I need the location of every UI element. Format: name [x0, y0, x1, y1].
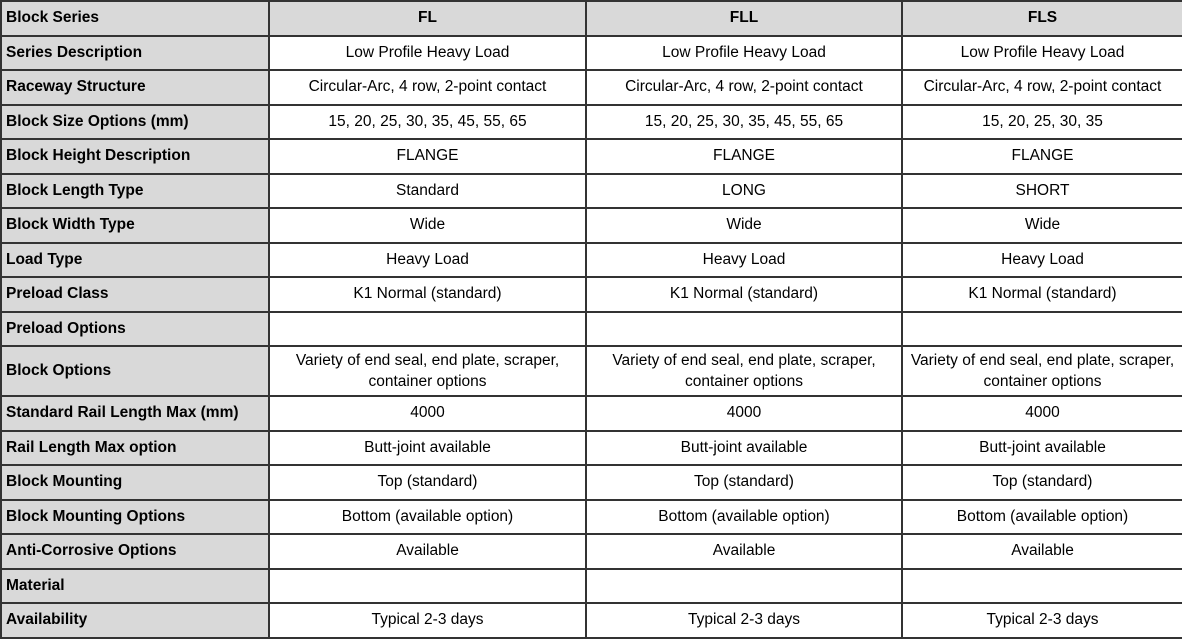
table-cell: FLANGE	[269, 139, 586, 174]
table-row	[1, 603, 1182, 638]
table-row	[1, 396, 1182, 431]
table-cell: Wide	[586, 208, 902, 243]
table-cell: Circular-Arc, 4 row, 2-point contact	[269, 70, 586, 105]
table-cell: Bottom (available option)	[269, 500, 586, 535]
table-row	[1, 431, 1182, 466]
table-body	[1, 36, 1182, 638]
table-cell: FLANGE	[586, 139, 902, 174]
table-cell: Low Profile Heavy Load	[269, 36, 586, 71]
table-cell: Variety of end seal, end plate, scraper, container options	[902, 346, 1182, 396]
row-label: Rail Length Max option	[1, 431, 269, 466]
row-label: Block Height Description	[1, 139, 269, 174]
row-label: Block Length Type	[1, 174, 269, 209]
row-label: Preload Class	[1, 277, 269, 312]
row-label: Block Width Type	[1, 208, 269, 243]
table-cell: 4000	[902, 396, 1182, 431]
table-cell: Circular-Arc, 4 row, 2-point contact	[586, 70, 902, 105]
table-cell: Top (standard)	[586, 465, 902, 500]
table-row	[1, 70, 1182, 105]
table-cell	[902, 312, 1182, 347]
row-label: Material	[1, 569, 269, 604]
table-cell: Available	[269, 534, 586, 569]
row-label: Preload Options	[1, 312, 269, 347]
table-cell: K1 Normal (standard)	[586, 277, 902, 312]
table-row	[1, 312, 1182, 347]
table-cell: Heavy Load	[902, 243, 1182, 278]
table-cell: 15, 20, 25, 30, 35	[902, 105, 1182, 140]
table-cell: Typical 2-3 days	[269, 603, 586, 638]
table-row	[1, 243, 1182, 278]
table-cell: LONG	[586, 174, 902, 209]
table-cell: Top (standard)	[902, 465, 1182, 500]
table-cell: 4000	[586, 396, 902, 431]
row-label: Block Mounting Options	[1, 500, 269, 535]
table-cell	[586, 312, 902, 347]
row-label: Load Type	[1, 243, 269, 278]
table-cell: FLANGE	[902, 139, 1182, 174]
table-cell: Available	[902, 534, 1182, 569]
header-label: Block Series	[1, 1, 269, 36]
table-cell: Top (standard)	[269, 465, 586, 500]
table-cell: K1 Normal (standard)	[902, 277, 1182, 312]
table-cell: Variety of end seal, end plate, scraper, container options	[586, 346, 902, 396]
table-row	[1, 277, 1182, 312]
table-cell: Circular-Arc, 4 row, 2-point contact	[902, 70, 1182, 105]
table-cell: Bottom (available option)	[902, 500, 1182, 535]
header-row	[1, 1, 1182, 36]
table-row	[1, 465, 1182, 500]
table-row	[1, 139, 1182, 174]
table-cell: Heavy Load	[269, 243, 586, 278]
table-cell: Typical 2-3 days	[902, 603, 1182, 638]
table-row	[1, 36, 1182, 71]
table-row	[1, 569, 1182, 604]
table-row	[1, 208, 1182, 243]
row-label: Block Options	[1, 346, 269, 396]
column-header-fls: FLS	[902, 1, 1182, 36]
row-label: Raceway Structure	[1, 70, 269, 105]
row-label: Series Description	[1, 36, 269, 71]
table-cell: Butt-joint available	[902, 431, 1182, 466]
column-header-fl: FL	[269, 1, 586, 36]
table-row	[1, 346, 1182, 396]
table-row	[1, 500, 1182, 535]
row-label: Block Size Options (mm)	[1, 105, 269, 140]
row-label: Anti-Corrosive Options	[1, 534, 269, 569]
table-cell: 15, 20, 25, 30, 35, 45, 55, 65	[586, 105, 902, 140]
column-header-fll: FLL	[586, 1, 902, 36]
table-row	[1, 105, 1182, 140]
table-cell: Butt-joint available	[586, 431, 902, 466]
table-cell: Available	[586, 534, 902, 569]
table-row	[1, 174, 1182, 209]
table-cell	[902, 569, 1182, 604]
row-label: Availability	[1, 603, 269, 638]
table-cell	[586, 569, 902, 604]
table-cell: Typical 2-3 days	[586, 603, 902, 638]
table-cell: K1 Normal (standard)	[269, 277, 586, 312]
table-cell: 4000	[269, 396, 586, 431]
row-label: Standard Rail Length Max (mm)	[1, 396, 269, 431]
table-cell: Standard	[269, 174, 586, 209]
table-cell: Low Profile Heavy Load	[586, 36, 902, 71]
table-cell: SHORT	[902, 174, 1182, 209]
table-cell	[269, 312, 586, 347]
table-cell: Wide	[269, 208, 586, 243]
table-cell: Bottom (available option)	[586, 500, 902, 535]
table-cell: Wide	[902, 208, 1182, 243]
table-cell	[269, 569, 586, 604]
table-cell: Heavy Load	[586, 243, 902, 278]
table-row	[1, 534, 1182, 569]
row-label: Block Mounting	[1, 465, 269, 500]
table-cell: Butt-joint available	[269, 431, 586, 466]
table-cell: 15, 20, 25, 30, 35, 45, 55, 65	[269, 105, 586, 140]
table-cell: Variety of end seal, end plate, scraper, container options	[269, 346, 586, 396]
table-cell: Low Profile Heavy Load	[902, 36, 1182, 71]
